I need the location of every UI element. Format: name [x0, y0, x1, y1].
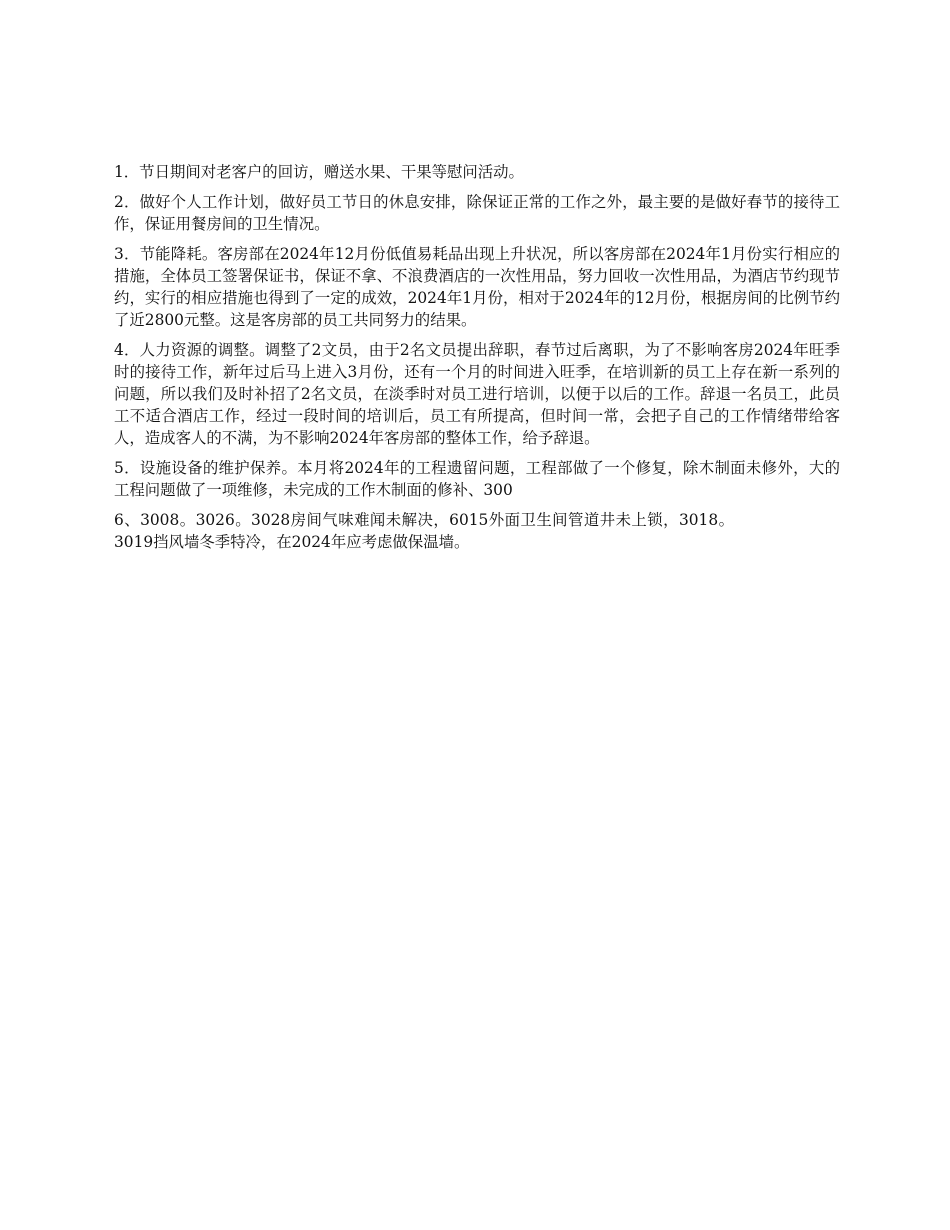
- paragraph-1: 1．节日期间对老客户的回访，赠送水果、干果等慰问活动。: [114, 163, 524, 181]
- paragraph-4: 4．人力资源的调整。调整了2文员，由于2名文员提出辞职，春节过后离职，为了不影响客房2024年旺季时的接待工作，新年过后马上进入3月份，还有一个月的时间进入旺季，在培训新的员工上存在新一系列的问题，所以我们及时补招了2名文员，在淡季时对员工进行培训，以便于以后的工作。辞退一名员工，此员工不适合酒店工作，经过一段时间的培训后，员工有所提高，但时间一常，会把子自己的工作情绪带给客人，造成客人的不满，为不影响2024年客房部的整体工作，给予辞退。: [114, 341, 840, 447]
- paragraph-2: 2．做好个人工作计划，做好员工节日的休息安排，除保证正常的工作之外，最主要的是做好春节的接待工作，保证用餐房间的卫生情况。: [114, 193, 840, 233]
- paragraph-5: 5．设施设备的维护保养。本月将2024年的工程遗留问题，工程部做了一个修复，除木制面未修外，大的工程问题做了一项维修，未完成的工作木制面的修补、300: [114, 459, 840, 499]
- paragraph-3: 3．节能降耗。客房部在2024年12月份低值易耗品出现上升状况，所以客房部在2024年1月份实行相应的措施，全体员工签署保证书，保证不拿、不浪费酒店的一次性用品，努力回收一次性用品，为酒店节约现节约，实行的相应措施也得到了一定的成效，2024年1月份，相对于2024年的12月份，根据房间的比例节约了近2800元整。这是客房部的员工共同努力的结果。: [114, 245, 840, 329]
- paragraph-6: 6、3008。3026。3028房间气味难闻未解决，6015外面卫生间管道井未上锁，3018。3019挡风墙冬季特冷，在2024年应考虑做保温墙。: [114, 511, 734, 551]
- document-body: [114, 161, 840, 553]
